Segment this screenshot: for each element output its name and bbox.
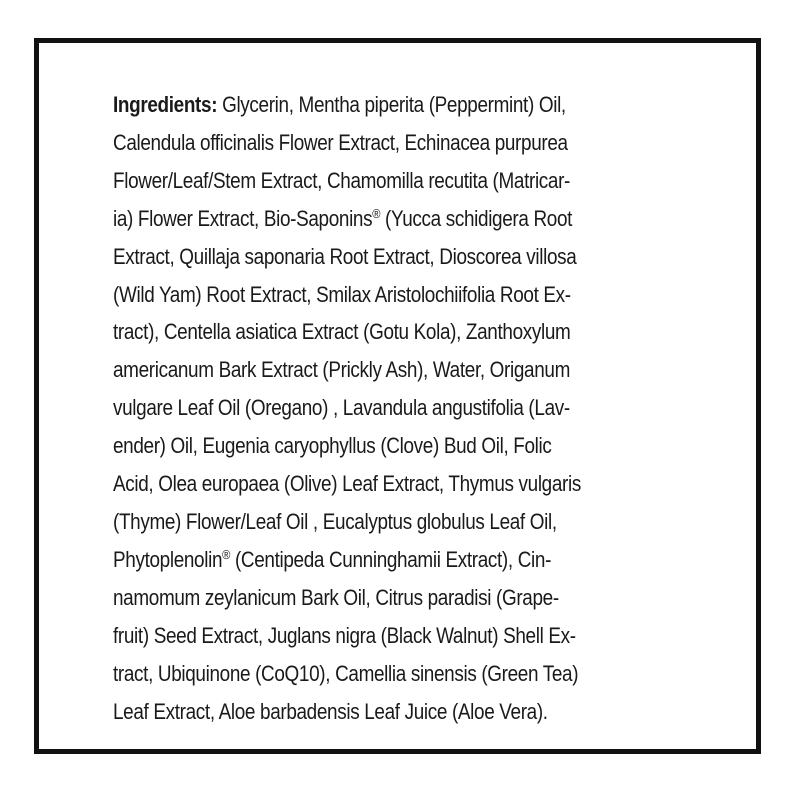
ingredients-line: Flower/Leaf/Stem Extract, Chamomilla recutita (Matricar- <box>113 167 571 193</box>
ingredients-line: namomum zeylanicum Bark Oil, Citrus paradisi (Grape- <box>113 584 559 610</box>
ingredients-line: tract), Centella asiatica Extract (Gotu Kola), Zanthoxylum <box>113 319 571 345</box>
ingredients-line: fruit) Seed Extract, Juglans nigra (Black Walnut) Shell Ex- <box>113 622 576 648</box>
ingredients-line: Phytoplenolin® (Centipeda Cunninghamii Extract), Cin- <box>113 546 552 572</box>
ingredients-label-frame <box>34 38 761 754</box>
ingredients-line: Ingredients: Glycerin, Mentha piperita (Peppermint) Oil, <box>113 92 566 117</box>
ingredients-line: Extract, Quillaja saponaria Root Extract, Dioscorea villosa <box>113 243 577 269</box>
ingredients-line: Leaf Extract, Aloe barbadensis Leaf Juice (Aloe Vera). <box>113 698 548 724</box>
ingredients-heading: Ingredients: <box>113 92 218 117</box>
ingredients-line: tract, Ubiquinone (CoQ10), Camellia sinensis (Green Tea) <box>113 660 579 686</box>
ingredients-line: Acid, Olea europaea (Olive) Leaf Extract, Thymus vulgaris <box>113 471 581 497</box>
ingredients-line: Calendula officinalis Flower Extract, Echinacea purpurea <box>113 129 568 155</box>
ingredients-line: americanum Bark Extract (Prickly Ash), Water, Origanum <box>113 357 571 383</box>
registered-mark: ® <box>222 546 231 562</box>
ingredients-line: ender) Oil, Eugenia caryophyllus (Clove) Bud Oil, Folic <box>113 433 552 459</box>
ingredients-line: (Thyme) Flower/Leaf Oil , Eucalyptus globulus Leaf Oil, <box>113 508 557 534</box>
ingredients-line: (Wild Yam) Root Extract, Smilax Aristolochiifolia Root Ex- <box>113 281 571 307</box>
ingredients-line: vulgare Leaf Oil (Oregano) , Lavandula angustifolia (Lav- <box>113 395 570 421</box>
ingredients-text-block <box>113 86 699 730</box>
registered-mark: ® <box>372 205 381 221</box>
ingredients-line: ia) Flower Extract, Bio-Saponins® (Yucca schidigera Root <box>113 205 573 231</box>
